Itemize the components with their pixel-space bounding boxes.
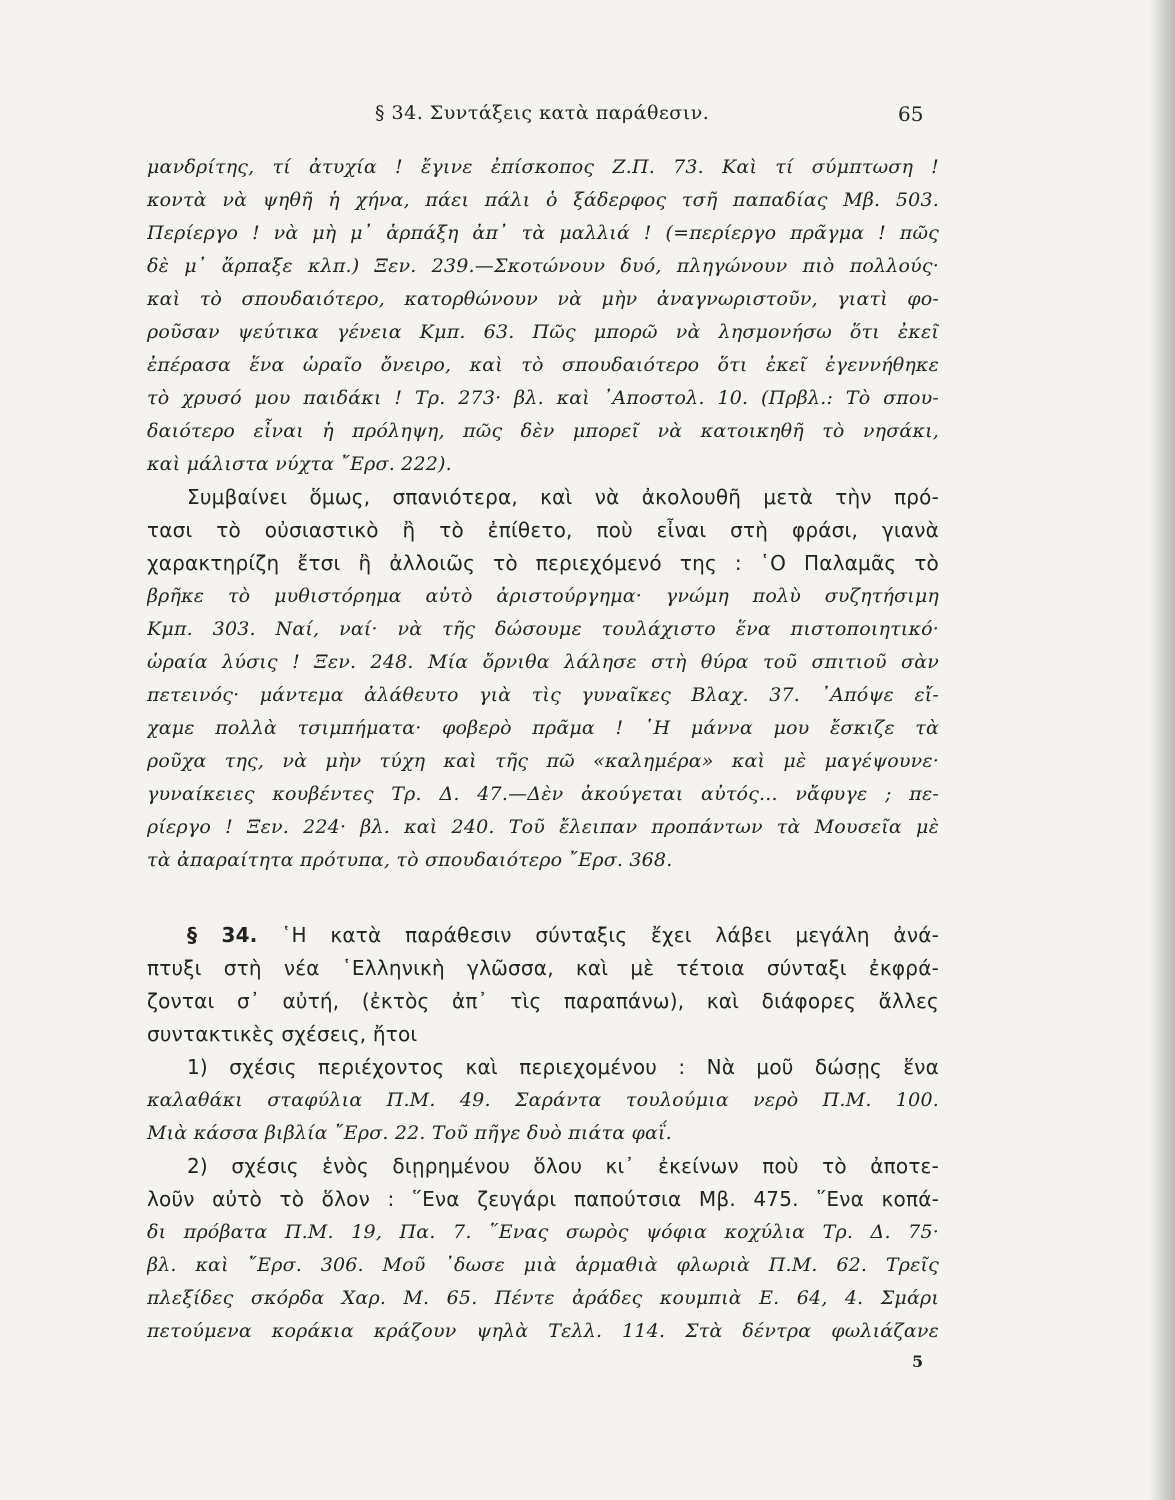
section-number: § 34. <box>187 923 258 947</box>
text-line: μανδρίτης, τί ἀτυχία ! ἔγινε ἐπίσκοπος Ζ.Π. 73. Καὶ τί σύμπτωση ! <box>147 156 939 178</box>
text-line: δαιότερο εἶναι ἡ πρόληψη, πῶς δὲν μπορεῖ νὰ κατοικηθῆ τὸ νησάκι, <box>147 420 939 442</box>
text-line: ροῦσαν ψεύτικα γένεια Κμπ. 63. Πῶς μπορῶ νὰ λησμονήσω ὅτι ἐκεῖ <box>147 321 939 343</box>
text-line: συντακτικὲς σχέσεις, ἤτοι <box>147 1022 418 1046</box>
text-line: ροῦχα της, νὰ μὴν τύχη καὶ τῆς πῶ «καλημέρα» καὶ μὲ μαγέψουνε· <box>147 750 939 772</box>
text-line: ρίεργο ! Ξεν. 224· βλ. καὶ 240. Τοῦ ἔλειπαν προπάντων τὰ Μουσεῖα μὲ <box>147 816 939 838</box>
text-line: πτυξι στὴ νέα ῾Ελληνικὴ γλῶσσα, καὶ μὲ τέτοια σύνταξι ἐκφρά- <box>147 956 939 980</box>
text-line: καὶ τὸ σπουδαιότερο, κατορθώνουν νὰ μὴν ἀναγνωριστοῦν, γιατὶ φο- <box>147 288 939 310</box>
text-line: Κμπ. 303. Ναί, ναί· νὰ τῆς δώσουμε τουλάχιστο ἕνα πιστοποιητικό· <box>147 618 939 640</box>
text-line: 2) σχέσις ἑνὸς διῃρημένου ὅλου κι᾽ ἐκείνων ποὺ τὸ ἀποτε- <box>187 1154 939 1178</box>
text-line: δι πρόβατα Π.Μ. 19, Πα. 7. ῞Ενας σωρὸς ψόφια κοχύλια Τρ. Δ. 75· <box>147 1221 939 1243</box>
text-line: δὲ μ᾽ ἅρπαξε κλπ.) Ξεν. 239.—Σκοτώνουν δυό, πληγώνουν πιὸ πολλούς· <box>147 255 939 277</box>
text-line: ζονται σ᾽ αὐτή, (ἐκτὸς ἀπ᾽ τὶς παραπάνω), καὶ διάφορες ἄλλες <box>147 989 939 1013</box>
text-line: 1) σχέσις περιέχοντος καὶ περιεχομένου : Νὰ μοῦ δώσῃς ἕνα <box>187 1055 939 1079</box>
text-line: Συμβαίνει ὅμως, σπανιότερα, καὶ νὰ ἀκολουθῆ μετὰ τὴν πρό- <box>187 485 939 509</box>
text-line: βλ. καὶ ῎Ερσ. 306. Μοῦ ᾽δωσε μιὰ ἁρμαθιὰ φλωριὰ Π.Μ. 62. Τρεῖς <box>147 1254 939 1276</box>
text-line: ἐπέρασα ἕνα ὡραῖο ὄνειρο, καὶ τὸ σπουδαιότερο ὅτι ἐκεῖ ἐγεννήθηκε <box>147 354 939 376</box>
page-header <box>0 102 1175 132</box>
text-line: Μιὰ κάσσα βιβλία ῎Ερσ. 22. Τοῦ πῆγε δυὸ πιάτα φαΐ. <box>147 1122 672 1144</box>
text-line: χαρακτηρίζη ἔτσι ἢ ἀλλοιῶς τὸ περιεχόμενό της : ῾Ο Παλαμᾶς τὸ <box>147 551 939 575</box>
text-line: γυναίκειες κουβέντες Τρ. Δ. 47.—Δὲν ἀκούγεται αὐτός... νἄφυγε ; πε- <box>147 783 939 805</box>
text-line: βρῆκε τὸ μυθιστόρημα αὐτὸ ἀριστούργημα· γνώμη πολὺ συζητήσιμη <box>147 585 939 607</box>
text-line: ὡραία λύσις ! Ξεν. 248. Μία ὄρνιθα λάλησε στὴ θύρα τοῦ σπιτιοῦ σὰν <box>147 651 939 673</box>
text-line: πετεινός· μάντεμα ἀλάθευτο γιὰ τὶς γυναῖκες Βλαχ. 37. ᾽Απόψε εἴ- <box>147 684 939 706</box>
paragraph-gap <box>147 877 939 919</box>
section-first-line <box>147 919 939 952</box>
text-line: λοῦν αὐτὸ τὸ ὅλον : ῞Ενα ζευγάρι παπούτσια Μβ. 475. ῞Ενα κοπά- <box>147 1187 939 1211</box>
text-line: καὶ μάλιστα νύχτα ῎Ερσ. 222). <box>147 453 452 475</box>
text-line: τασι τὸ οὐσιαστικὸ ἢ τὸ ἐπίθετο, ποὺ εἶναι στὴ φράσι, γιανὰ <box>147 518 939 542</box>
text-line: πετούμενα κοράκια κράζουν ψηλὰ Τελλ. 114. Στὰ δέντρα φωλιάζανε <box>147 1320 939 1342</box>
signature-mark: 5 <box>912 1352 924 1371</box>
text-line: τὸ χρυσό μου παιδάκι ! Τρ. 273· βλ. καὶ ᾽Αποστολ. 10. (Πρβλ.: Τὸ σπου- <box>147 387 939 409</box>
text-line: κοντὰ νὰ ψηθῆ ἡ χήνα, πάει πάλι ὁ ξάδερφος τσῆ παπαδίας Μβ. 503. <box>147 189 939 211</box>
text-line: πλεξίδες σκόρδα Χαρ. Μ. 65. Πέντε ἀράδες κουμπιὰ Ε. 64, 4. Σμάρι <box>147 1287 939 1309</box>
page-number: 65 <box>898 102 924 126</box>
body-text <box>147 151 939 1451</box>
text-line: τὰ ἀπαραίτητα πρότυπα, τὸ σπουδαιότερο ῎Ερσ. 368. <box>147 849 673 871</box>
running-head: § 34. Συντάξεις κατὰ παράθεσιν. <box>375 102 710 124</box>
section-text: ῾Η κατὰ παράθεσιν σύνταξις ἔχει λάβει μεγάλη ἀνά- <box>281 923 939 947</box>
text-line: χαμε πολλὰ τσιμπήματα· φοβερὸ πρᾶμα ! ῾Η μάννα μου ἔσκιζε τὰ <box>147 717 939 739</box>
text-line: καλαθάκι σταφύλια Π.Μ. 49. Σαράντα τουλούμια νερὸ Π.Μ. 100. <box>147 1089 939 1111</box>
text-line: Περίεργο ! νὰ μὴ μ᾽ ἁρπάξη ἀπ᾽ τὰ μαλλιά ! (=περίεργο πρᾶγμα ! πῶς <box>147 222 939 244</box>
